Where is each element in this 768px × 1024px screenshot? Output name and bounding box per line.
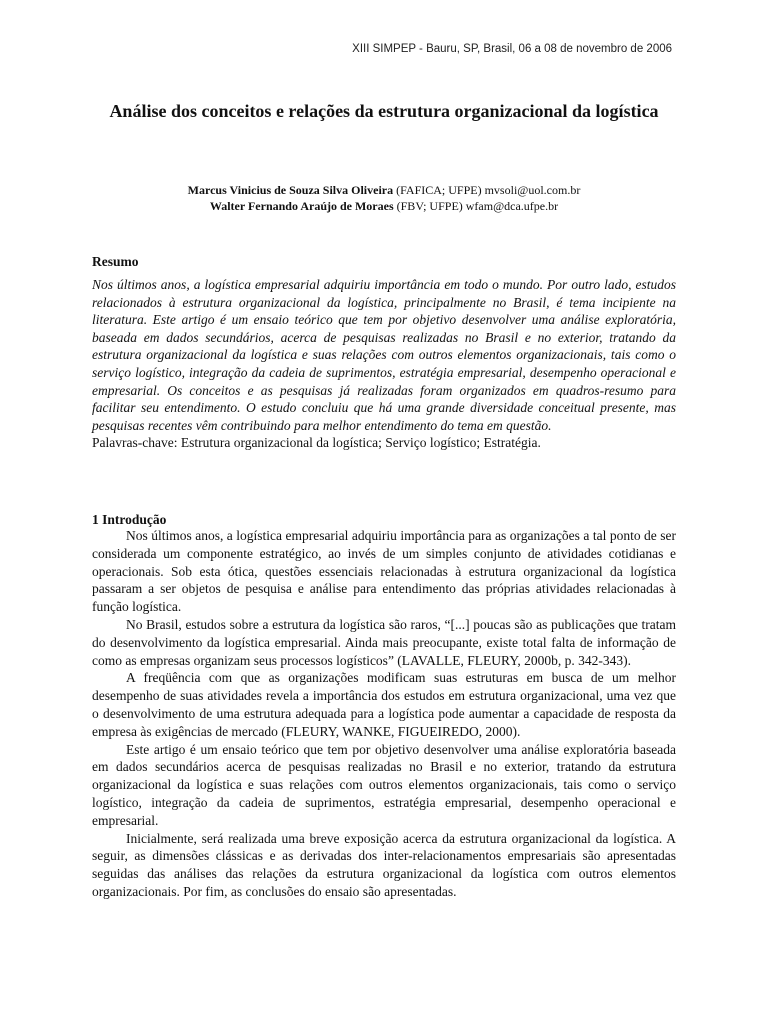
paragraph: Este artigo é um ensaio teórico que tem por objetivo desenvolver uma análise exploratória baseada em dados secundários acerca de pesquisas realizadas no Brasil e no exterior, tratando da estrutura organizacional da logística e suas relações com outros elementos organizacionais, tais como o serviço logístico, integração da cadeia de suprimentos, estratégia empresarial, desempenho operacional e empresarial. <box>92 741 676 828</box>
author-name: Walter Fernando Araújo de Moraes <box>209 199 394 213</box>
author-line <box>80 198 688 214</box>
section-body <box>92 527 676 901</box>
author-line <box>80 182 688 198</box>
section-heading: 1 Introdução <box>92 512 167 527</box>
author-affiliation: (FBV; UFPE) wfam@dca.ufpe.br <box>393 199 559 213</box>
abstract-heading: Resumo <box>92 254 139 269</box>
paragraph: No Brasil, estudos sobre a estrutura da logística são raros, “[...] poucas são as publicações que tratam do desenvolvimento da logística empresarial. Ainda mais preocupante, existe total falta de informação de como as empresas organizam seus processos logísticos” (LAVALLE, FLEURY, 2000b, p. 342-343). <box>92 616 676 668</box>
author-affiliation: (FAFICA; UFPE) mvsoli@uol.com.br <box>393 183 581 197</box>
paragraph: Nos últimos anos, a logística empresarial adquiriu importância para as organizações a tal ponto de ser considerada um componente estratégico, ao invés de um simples conjunto de atividades cotidianas e operacionais. Sob esta ótica, questões essenciais relacionadas à estrutura organizacional da logística passaram a ser objetos de pesquisa e análise para entendimento das próprias atividades relacionadas à função logística. <box>92 528 676 615</box>
author-name: Marcus Vinicius de Souza Silva Oliveira <box>187 183 394 197</box>
paragraph: A freqüência com que as organizações modificam suas estruturas em busca de um melhor desempenho de suas atividades revela a importância dos estudos em estrutura organizacional, uma vez que o desenvolvimento de uma estrutura adequada para a logística pode aumentar a capacidade de resposta da empresa às exigências de mercado (FLEURY, WANKE, FIGUEIREDO, 2000). <box>92 670 676 739</box>
paper-title: Análise dos conceitos e relações da estrutura organizacional da logística <box>109 101 659 121</box>
keywords: Palavras-chave: Estrutura organizacional da logística; Serviço logístico; Estratégia. <box>92 435 541 451</box>
authors-block <box>80 182 688 214</box>
abstract-text <box>92 276 676 452</box>
abstract-body: Nos últimos anos, a logística empresarial adquiriu importância em todo o mundo. Por outro lado, estudos relacionados à estrutura organizacional da logística, principalmente no Brasil, é tema incipiente na literatura. Este artigo é um ensaio teórico que tem por objetivo desenvolver uma análise exploratória, baseada em dados secundários, acerca de pesquisas realizadas no Brasil e no exterior, tratando da estrutura organizacional da logística e suas relações com outros elementos organizacionais, tais como o serviço logístico, integração da cadeia de suprimentos, estratégia empresarial, desempenho operacional e empresarial. Os conceitos e as pesquisas já realizadas foram organizados em quadros-resumo para facilitar seu entendimento. O estudo concluiu que há uma grande diversidade conceitual presente, mas pesquisas recentes vêm contribuindo para melhor entendimento do tema em questão. <box>92 277 676 433</box>
running-header: XIII SIMPEP - Bauru, SP, Brasil, 06 a 08 de novembro de 2006 <box>352 43 672 55</box>
paragraph: Inicialmente, será realizada uma breve exposição acerca da estrutura organizacional da logística. A seguir, as dimensões clássicas e as derivadas dos inter-relacionamentos empresariais são apresentadas seguidas das análises das relações da estrutura organizacional da logística com outros elementos organizacionais. Por fim, as conclusões do ensaio são apresentadas. <box>92 830 676 899</box>
